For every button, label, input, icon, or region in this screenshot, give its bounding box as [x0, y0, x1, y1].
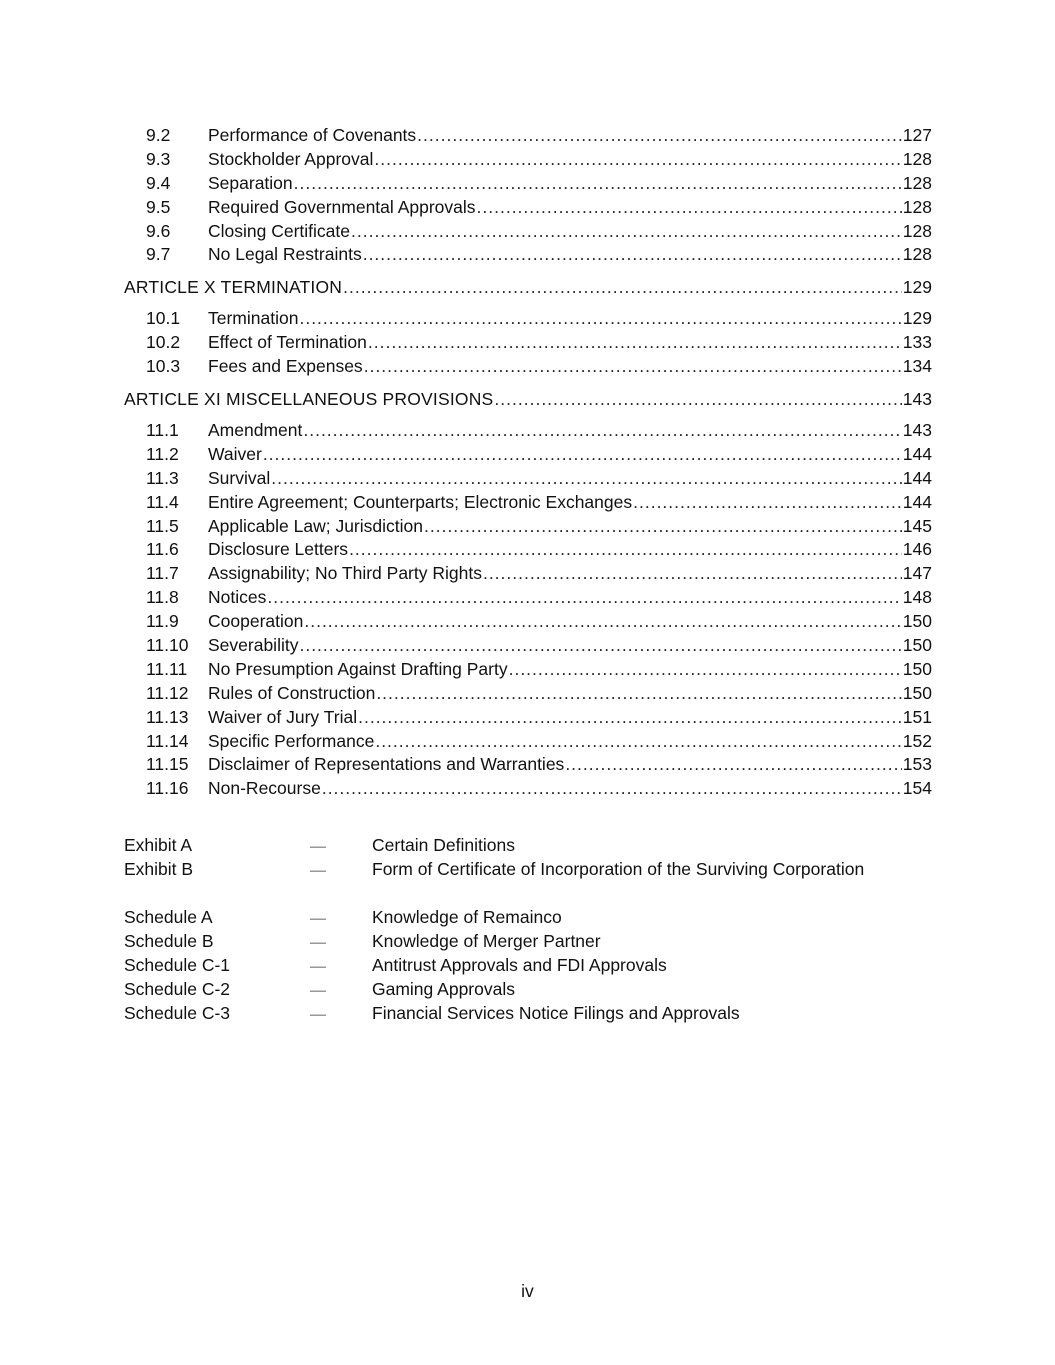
toc-entry[interactable] — [124, 243, 932, 267]
section-number: 11.9 — [146, 611, 179, 632]
section-number: 11.10 — [146, 635, 189, 656]
exhibit-entry — [124, 977, 944, 1001]
section-number: 11.7 — [146, 563, 179, 584]
leader-dots — [322, 777, 902, 801]
leader-dots — [364, 355, 902, 379]
section-page: 148 — [902, 587, 932, 608]
section-title: Applicable Law; Jurisdiction — [208, 515, 423, 536]
section-page: 143 — [902, 420, 932, 441]
toc-entry[interactable] — [124, 610, 932, 634]
toc-article-xi[interactable] — [124, 387, 932, 411]
section-number: 11.5 — [146, 515, 179, 536]
leader-dots — [374, 148, 901, 172]
exhibit-entry — [124, 833, 944, 857]
section-page: 128 — [902, 220, 932, 241]
exhibit-description: Financial Services Notice Filings and Approvals — [372, 1003, 740, 1023]
section-title: Waiver — [208, 443, 262, 464]
section-number: 11.8 — [146, 587, 179, 608]
exhibit-description: Form of Certificate of Incorporation of the Surviving Corporation — [372, 859, 865, 879]
exhibit-description: Knowledge of Merger Partner — [372, 931, 601, 951]
toc-entry[interactable] — [124, 538, 932, 562]
spacer — [124, 881, 944, 905]
section-page: 133 — [902, 332, 932, 353]
em-dash: — — [310, 982, 326, 999]
toc-entry[interactable] — [124, 586, 932, 610]
toc-entry[interactable] — [124, 562, 932, 586]
section-title: Disclosure Letters — [208, 539, 349, 560]
exhibit-label: Schedule B — [124, 931, 214, 951]
em-dash: — — [310, 1006, 326, 1023]
toc-entry[interactable] — [124, 220, 932, 244]
section-page: 150 — [902, 611, 932, 632]
section-title: Survival — [208, 467, 271, 488]
toc-entry[interactable] — [124, 634, 932, 658]
section-page: 145 — [902, 515, 932, 536]
em-dash: — — [310, 862, 326, 879]
em-dash: — — [310, 838, 326, 855]
exhibit-label: Schedule A — [124, 907, 213, 927]
leader-dots — [494, 387, 901, 411]
section-number: 11.11 — [146, 658, 188, 679]
leader-dots — [633, 491, 902, 515]
section-title: Separation — [208, 172, 293, 193]
leader-dots — [477, 196, 902, 220]
section-title: Severability — [208, 635, 299, 656]
section-page: 151 — [902, 706, 932, 727]
em-dash: — — [310, 910, 326, 927]
exhibit-description: Certain Definitions — [372, 835, 515, 855]
exhibit-label: Exhibit B — [124, 859, 194, 879]
section-page: 134 — [902, 356, 932, 377]
toc-section-group — [124, 124, 932, 267]
exhibit-entry — [124, 905, 944, 929]
section-page: 128 — [902, 148, 932, 169]
section-page: 146 — [902, 539, 932, 560]
leader-dots — [271, 467, 902, 491]
section-title: Termination — [208, 308, 299, 329]
leader-dots — [343, 275, 902, 299]
leader-dots — [375, 730, 901, 754]
toc-entry[interactable] — [124, 443, 932, 467]
leader-dots — [424, 515, 902, 539]
section-number: 11.12 — [146, 682, 189, 703]
page-number: iv — [521, 1281, 534, 1301]
leader-dots — [263, 443, 902, 467]
toc-entry[interactable] — [124, 331, 932, 355]
toc-entry[interactable] — [124, 730, 932, 754]
toc-article-x[interactable] — [124, 275, 932, 299]
exhibit-description: Knowledge of Remainco — [372, 907, 562, 927]
section-number: 11.15 — [146, 754, 189, 775]
toc-entry[interactable] — [124, 307, 932, 331]
toc-entry[interactable] — [124, 682, 932, 706]
section-number: 9.7 — [146, 244, 171, 265]
section-title: No Presumption Against Drafting Party — [208, 658, 508, 679]
leader-dots — [349, 538, 902, 562]
section-number: 11.6 — [146, 539, 179, 560]
toc-entry[interactable] — [124, 515, 932, 539]
article-page: 129 — [902, 277, 932, 298]
section-title: Entire Agreement; Counterparts; Electronic Exchanges — [208, 491, 633, 512]
section-number: 9.5 — [146, 196, 171, 217]
section-title: Closing Certificate — [208, 220, 350, 241]
leader-dots — [363, 243, 902, 267]
leader-dots — [565, 753, 901, 777]
leader-dots — [509, 658, 902, 682]
exhibit-entry — [124, 857, 944, 881]
section-page: 144 — [902, 491, 932, 512]
section-page: 150 — [902, 682, 932, 703]
section-number: 11.1 — [146, 420, 179, 441]
section-title: Non-Recourse — [208, 778, 321, 799]
section-title: Rules of Construction — [208, 682, 376, 703]
exhibit-label: Exhibit A — [124, 835, 193, 855]
section-title: Stockholder Approval — [208, 148, 374, 169]
article-page: 143 — [902, 389, 932, 410]
section-title: Assignability; No Third Party Rights — [208, 563, 482, 584]
section-page: 150 — [902, 635, 932, 656]
section-title: No Legal Restraints — [208, 244, 362, 265]
section-title: Disclaimer of Representations and Warranties — [208, 754, 565, 775]
toc-entry[interactable] — [124, 706, 932, 730]
toc-entry[interactable] — [124, 355, 932, 379]
leader-dots — [417, 124, 902, 148]
em-dash: — — [310, 958, 326, 975]
exhibit-entry — [124, 929, 944, 953]
table-of-contents — [124, 124, 932, 801]
section-title: Notices — [208, 587, 267, 608]
article-title: ARTICLE XI MISCELLANEOUS PROVISIONS — [124, 389, 494, 410]
em-dash: — — [310, 934, 326, 951]
section-number: 11.16 — [146, 778, 189, 799]
section-page: 152 — [902, 730, 932, 751]
section-page: 128 — [902, 244, 932, 265]
section-number: 11.4 — [146, 491, 179, 512]
section-number: 9.6 — [146, 220, 171, 241]
toc-entry[interactable] — [124, 467, 932, 491]
exhibits-schedules-list — [124, 833, 944, 1025]
section-number: 9.3 — [146, 148, 171, 169]
leader-dots — [358, 706, 902, 730]
section-page: 144 — [902, 467, 932, 488]
toc-section-group — [124, 419, 932, 801]
section-title: Fees and Expenses — [208, 356, 363, 377]
section-number: 9.4 — [146, 172, 171, 193]
section-page: 150 — [902, 658, 932, 679]
schedule-group — [124, 905, 944, 1025]
leader-dots — [299, 307, 901, 331]
section-number: 10.1 — [146, 308, 181, 329]
leader-dots — [376, 682, 901, 706]
leader-dots — [483, 562, 902, 586]
section-title: Amendment — [208, 420, 303, 441]
exhibit-description: Antitrust Approvals and FDI Approvals — [372, 955, 667, 975]
section-page: 147 — [902, 563, 932, 584]
article-title: ARTICLE X TERMINATION — [124, 277, 343, 298]
section-number: 11.13 — [146, 706, 189, 727]
toc-entry[interactable] — [124, 148, 932, 172]
section-number: 11.3 — [146, 467, 179, 488]
toc-entry[interactable] — [124, 419, 932, 443]
section-number: 9.2 — [146, 125, 171, 145]
section-number: 11.2 — [146, 443, 179, 464]
exhibit-description: Gaming Approvals — [372, 979, 515, 999]
leader-dots — [267, 586, 901, 610]
exhibit-label: Schedule C-2 — [124, 979, 231, 999]
leader-dots — [368, 331, 902, 355]
exhibit-label: Schedule C-3 — [124, 1003, 231, 1023]
toc-section-group — [124, 307, 932, 379]
section-title: Performance of Covenants — [208, 125, 417, 145]
leader-dots — [299, 634, 901, 658]
toc-entry[interactable] — [124, 753, 932, 777]
section-number: 10.2 — [146, 332, 181, 353]
toc-entry[interactable] — [124, 777, 932, 801]
exhibit-entry — [124, 953, 944, 977]
section-title: Required Governmental Approvals — [208, 196, 476, 217]
exhibit-entry — [124, 1001, 944, 1025]
section-page: 128 — [902, 172, 932, 193]
toc-entry[interactable] — [124, 196, 932, 220]
leader-dots — [351, 220, 902, 244]
leader-dots — [294, 172, 902, 196]
leader-dots — [304, 610, 901, 634]
toc-entry[interactable] — [124, 172, 932, 196]
section-page: 154 — [902, 778, 932, 799]
section-page: 144 — [902, 443, 932, 464]
section-page: 129 — [902, 308, 932, 329]
toc-entry[interactable] — [124, 658, 932, 682]
toc-entry[interactable] — [124, 124, 932, 148]
section-page: 153 — [902, 754, 932, 775]
section-title: Cooperation — [208, 611, 304, 632]
section-title: Waiver of Jury Trial — [208, 706, 358, 727]
section-title: Effect of Termination — [208, 332, 367, 353]
section-page: 127 — [902, 125, 932, 145]
section-title: Specific Performance — [208, 730, 375, 751]
section-page: 128 — [902, 196, 932, 217]
section-number: 10.3 — [146, 356, 181, 377]
exhibit-label: Schedule C-1 — [124, 955, 231, 975]
toc-entry[interactable] — [124, 491, 932, 515]
leader-dots — [303, 419, 901, 443]
exhibit-group — [124, 833, 944, 881]
section-number: 11.14 — [146, 730, 189, 751]
